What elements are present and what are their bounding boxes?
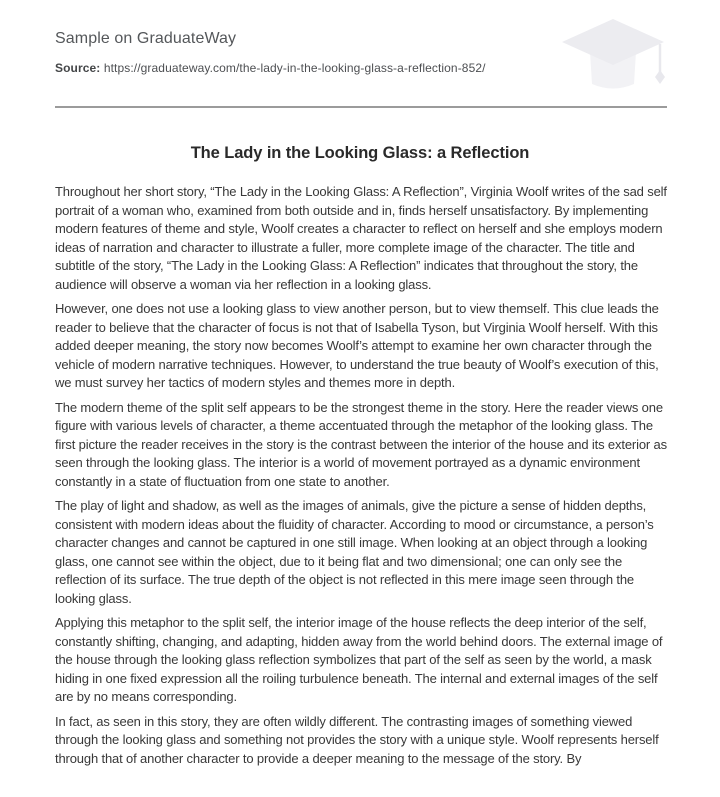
- document-header: [55, 30, 550, 75]
- header-divider: [55, 106, 667, 108]
- sample-heading: Sample on GraduateWay: [55, 30, 237, 47]
- essay-paragraph: Throughout her short story, “The Lady in the Looking Glass: A Reflection”, Virginia Woolf writes of the sad self portrait of a woman who, examined from both outside and in, finds herself unsatisfactory. By implementing modern features of theme and style, Woolf creates a character to reflect on herself and she employs modern ideas of narration and character to illustrate a fuller, more complete image of the character. The title and subtitle of the story, “The Lady in the Looking Glass: A Reflection” indicates that throughout the story, the audience will observe a woman via her reflection in a looking glass.: [55, 184, 667, 292]
- essay-paragraph: Applying this metaphor to the split self, the interior image of the house reflects the deep interior of the self, constantly shifting, changing, and adapting, hidden away from the world behind doors. The external image of the house through the looking glass reflection symbolizes that part of the self as seen by the world, a mask hiding in one fixed expression all the roiling turbulence beneath. The internal and external images of the self are by no means corresponding.: [55, 615, 663, 704]
- essay-paragraph: In fact, as seen in this story, they are often wildly different. The contrasting images of something viewed through the looking glass and something not provides the story with a unique style. Woolf represents herself through that of another character to provide a deeper meaning to the message of the story. By: [55, 713, 659, 766]
- essay-paragraph: However, one does not use a looking glass to view another person, but to view themself. This clue leads the reader to believe that the character of focus is not that of Isabella Tyson, but Virginia Woolf herself. With this added deeper meaning, the story now becomes Woolf’s attempt to examine her own character through the vehicle of modern narrative techniques. However, to understand the true beauty of Woolf’s execution of this, we must survey her tactics of modern styles and themes more in depth.: [55, 301, 659, 390]
- source-label: Source:: [55, 61, 101, 75]
- source-url: https://graduateway.com/the-lady-in-the-looking-glass-a-reflection-852/: [103, 61, 486, 75]
- essay-body: [55, 183, 669, 774]
- essay-title: The Lady in the Looking Glass: a Reflection: [190, 144, 530, 162]
- source-line: [55, 61, 550, 75]
- essay-paragraph: The play of light and shadow, as well as the images of animals, give the picture a sense of hidden depths, consistent with modern ideas about the fluidity of character. According to mood or circumstance, a person’s character changes and cannot be captured in one still image. When looking at an object through a looking glass, one cannot see within the object, due to it being flat and two dimensional; one can only see the reflection of its surface. The true depth of the object is not reflected in this mere image seen through the looking glass.: [55, 498, 654, 606]
- graduation-cap-icon: [560, 16, 668, 102]
- essay-paragraph: The modern theme of the split self appears to be the strongest theme in the story. Here the reader views one figure with various levels of character, a theme accentuated through the metaphor of the looking glass. The first picture the reader receives in the story is the contrast between the interior of the house and its exterior as seen through the looking glass. The interior is a world of movement portrayed as a dynamic environment constantly in a state of fluctuation from one state to another.: [55, 399, 667, 489]
